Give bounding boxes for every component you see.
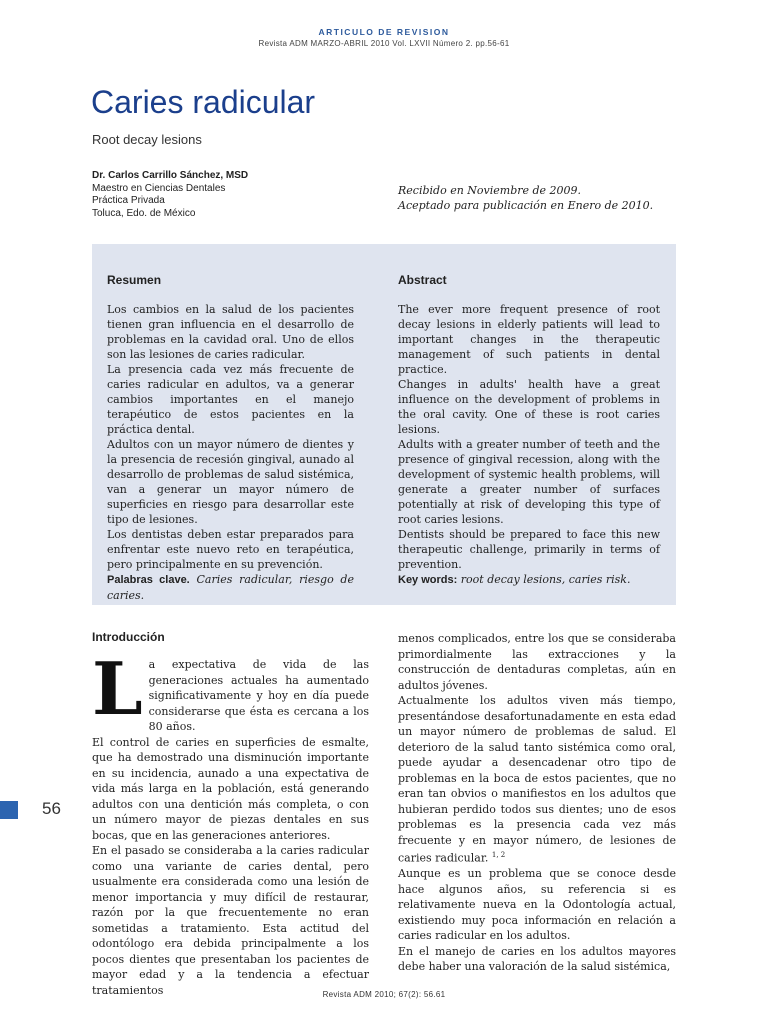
journal-citation: Revista ADM MARZO-ABRIL 2010 Vol. LXVII Número 2. pp.56-61 [258, 39, 510, 48]
author-name: Dr. Carlos Carrillo Sánchez, MSD [92, 170, 249, 181]
abstract-paragraph: Adults with a greater number of teeth and the presence of gingival recession, along with the development of systemic health problems, will generate a greater number of surfaces potentially at risk of developing this type of root caries lesions. [398, 438, 660, 526]
resumen-paragraph: Adultos con un mayor número de dientes y la presencia de recesión gingival, aunado al desarrollo de problemas de salud sistémica, van a generar un mayor número de superficies en riesgo para desarrollar este tipo de lesiones. [107, 438, 354, 526]
intro-heading: Introducción [92, 630, 165, 644]
author-degree: Maestro en Ciencias Dentales [92, 182, 226, 194]
resumen-keywords [107, 572, 354, 603]
intro-first-paragraph [92, 646, 369, 735]
received-date: Recibido en Noviembre de 2009. [398, 184, 582, 197]
abstract-body [398, 302, 660, 588]
author-practice: Práctica Privada [92, 195, 165, 206]
article-title: Caries radicular [91, 84, 316, 120]
abstract-paragraph: The ever more frequent presence of root decay lesions in elderly patients will lead to important changes in the therapeutic management of such patients in dental practice. [398, 303, 660, 376]
reference-marker: 1, 2 [491, 851, 506, 859]
footer-citation: Revista ADM 2010; 67(2): 56.61 [322, 990, 446, 999]
section-label: ARTICULO DE REVISION [318, 27, 450, 37]
intro-paragraph: a expectativa de vida de las generaciones actuales ha aumentado significativamente y hoy en día puede considerarse que ésta es cercana a los 80 años. [148, 658, 369, 733]
page-tab-marker [0, 801, 18, 819]
abstract-heading: Abstract [398, 273, 447, 287]
accepted-date: Aceptado para publicación en Enero de 2010. [398, 199, 654, 212]
abstract-keywords-label: Key words: [398, 574, 458, 586]
intro-paragraph: menos complicados, entre los que se consideraba primordialmente las extracciones y la construcción de dentaduras completas, aún en adultos jóvenes. [398, 632, 676, 692]
resumen-heading: Resumen [107, 273, 162, 287]
article-subtitle: Root decay lesions [92, 132, 202, 147]
page-number: 56 [42, 799, 61, 818]
intro-column-left [92, 646, 369, 998]
abstract-paragraph: Dentists should be prepared to face this new therapeutic challenge, primarily in terms of prevention. [398, 528, 660, 571]
abstract-box [92, 244, 676, 605]
resumen-keywords-value: Caries radicular, riesgo de caries. [107, 573, 354, 602]
intro-column-right [398, 631, 676, 975]
author-block [92, 170, 248, 220]
resumen-paragraph: La presencia cada vez más frecuente de caries radicular en adultos, va a generar cambios importantes en el manejo terapéutico de estos pacientes en la práctica dental. [107, 363, 354, 436]
resumen-paragraph: Los cambios en la salud de los pacientes tienen gran influencia en el desarrollo de problemas en la cavidad oral. Uno de ellos son las lesiones de caries radicular. [107, 303, 354, 361]
abstract-paragraph: Changes in adults' health have a great influence on the development of problems in the oral cavity. One of these is root caries lesions. [398, 378, 660, 436]
drop-cap: L [92, 646, 143, 731]
intro-paragraph: En el manejo de caries en los adultos mayores debe haber una valoración de la salud sistémica, [398, 944, 676, 974]
abstract-keywords [398, 572, 660, 588]
resumen-paragraph: Los dentistas deben estar preparados para enfrentar este nuevo reto en terapéutica, pero principalmente en su prevención. [107, 528, 354, 571]
author-location: Toluca, Edo. de México [92, 207, 196, 219]
intro-paragraph-cited [398, 693, 676, 866]
resumen-body [107, 302, 354, 603]
abstract-keywords-value: root decay lesions, caries risk. [460, 573, 631, 586]
resumen-keywords-label: Palabras clave. [107, 574, 190, 586]
intro-paragraph: El control de caries en superficies de esmalte, que ha demostrado una disminución importante en su incidencia, aunado a una expectativa de vida más larga en la población, está generando adultos con una dentición más completa, o con un número mayor de piezas dentales en sus bocas, que en las generaciones anteriores. [92, 735, 369, 842]
intro-paragraph: Aunque es un problema que se conoce desde hace algunos años, su referencia si es relativamente nueva en la Odontología actual, existiendo muy poca información en relación a caries radicular en los adultos. [398, 867, 676, 943]
intro-paragraph: En el pasado se consideraba a la caries radicular como una variante de caries dental, pero usualmente era considerada como una lesión de menor importancia y muy difícil de restaurar, razón por la que frecuentemente no eran sometidas a tratamiento. Esta actitud del odontólogo era debida principalmente a los pocos dientes que presentaban los pacientes de mayor edad y a la tendencia a efectuar tratamientos [92, 844, 369, 997]
intro-paragraph: Actualmente los adultos viven más tiempo, presentándose desafortunadamente en esta edad un mayor número de problemas de salud. El deterioro de la salud tanto sistémica como oral, puede ayudar a desencadenar otro tipo de problemas en la boca de estos pacientes, que no eran tan obvios o manifiestos en los adultos que hubieran perdido todos sus dientes; uno de esos problemas es la presencia cada vez más frecuente y en mayor número, de lesiones de caries radicular. [398, 694, 676, 865]
dates-block [398, 183, 653, 213]
